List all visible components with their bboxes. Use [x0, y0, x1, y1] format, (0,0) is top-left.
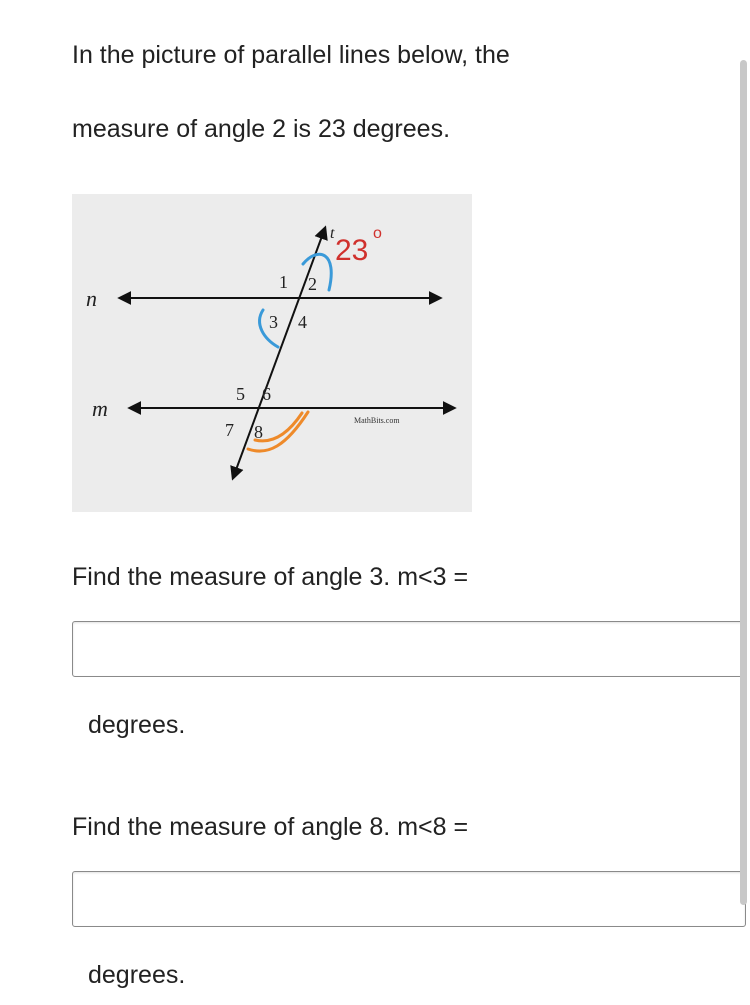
part1-prompt: Find the measure of angle 3. m<3 = — [72, 563, 469, 591]
angle-label-8: 8 — [254, 422, 263, 442]
angle-label-5: 5 — [236, 384, 245, 404]
angle-3-answer-input[interactable] — [72, 621, 746, 677]
watermark: MathBits.com — [354, 416, 400, 425]
scrollbar[interactable] — [740, 60, 747, 905]
part1-unit: degrees. — [88, 711, 186, 739]
angle-label-1: 1 — [279, 272, 288, 292]
line-n-label: n — [86, 286, 97, 311]
angle-label-3: 3 — [269, 312, 278, 332]
degree-symbol: o — [373, 225, 382, 242]
angle-label-6: 6 — [262, 384, 271, 404]
figure-background — [72, 194, 472, 512]
angle-label-2: 2 — [308, 274, 317, 294]
part2-unit: degrees. — [88, 961, 186, 989]
angle-2-annotation: 23 — [335, 234, 369, 267]
transversal-label: t — [330, 225, 335, 242]
angle-label-4: 4 — [298, 312, 307, 332]
parallel-lines-figure — [72, 194, 472, 512]
question-line-2: measure of angle 2 is 23 degrees. — [72, 115, 451, 143]
line-m-label: m — [92, 396, 108, 421]
part2-prompt: Find the measure of angle 8. m<8 = — [72, 813, 469, 841]
question-line-1: In the picture of parallel lines below, the — [72, 41, 510, 69]
angle-label-7: 7 — [225, 420, 234, 440]
angle-8-answer-input[interactable] — [72, 871, 746, 927]
